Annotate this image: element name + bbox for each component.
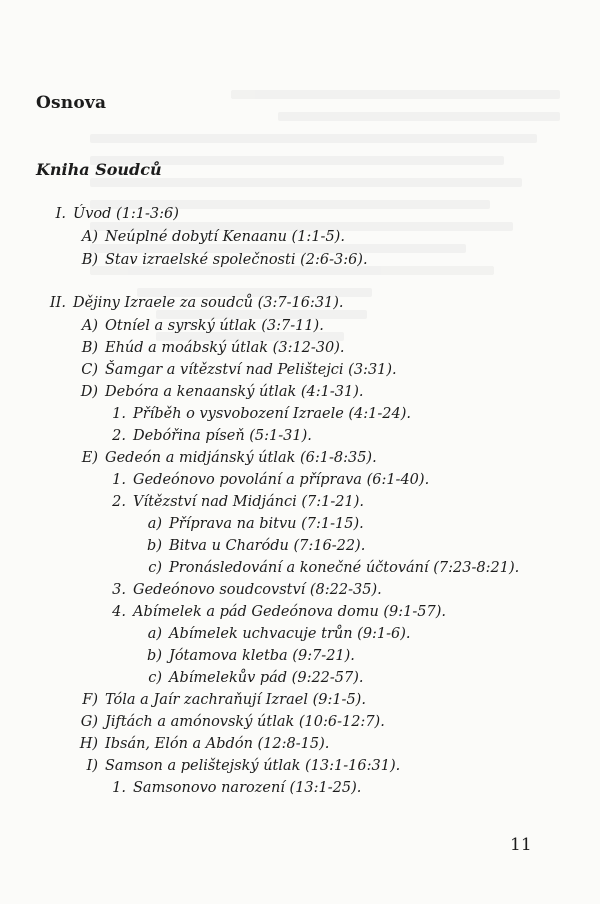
outline-marker: 4. xyxy=(112,604,126,620)
outline-item xyxy=(76,251,368,269)
outline-item xyxy=(76,735,329,753)
outline-marker: H) xyxy=(79,736,98,752)
page-heading: Osnova xyxy=(36,93,107,113)
outline-marker: D) xyxy=(80,384,98,400)
outline-text: Bitva u Charódu (7:16-22). xyxy=(169,538,366,554)
outline-text: Stav izraelské společnosti (2:6-3:6). xyxy=(105,252,368,268)
outline-text: Vítězství nad Midjánci (7:1-21). xyxy=(133,494,364,510)
outline-item xyxy=(76,713,385,731)
outline-marker: B) xyxy=(81,340,98,356)
book-title: Kniha Soudců xyxy=(36,160,162,179)
outline-item xyxy=(110,493,364,511)
outline-marker: 3. xyxy=(112,582,126,598)
outline-item xyxy=(76,691,366,709)
outline-item xyxy=(76,339,345,357)
outline-text: Abímelek uchvacuje trůn (9:1-6). xyxy=(169,626,411,642)
outline-marker: C) xyxy=(81,362,98,378)
outline-marker: B) xyxy=(81,252,98,268)
outline-item xyxy=(48,205,179,223)
outline-item xyxy=(146,559,519,577)
outline-marker: 2. xyxy=(112,428,126,444)
outline-marker: b) xyxy=(147,538,162,554)
outline-text: Gedeón a midjánský útlak (6:1-8:35). xyxy=(105,450,377,466)
outline-marker: c) xyxy=(148,560,162,576)
outline-text: Abímelekův pád (9:22-57). xyxy=(169,670,364,686)
outline-item xyxy=(76,361,397,379)
outline-marker: 1. xyxy=(112,406,126,422)
outline-item xyxy=(146,537,365,555)
outline-text: Samsonovo narození (13:1-25). xyxy=(133,780,362,796)
outline-text: Úvod (1:1-3:6) xyxy=(73,206,179,222)
outline-item xyxy=(146,515,364,533)
outline-item xyxy=(110,581,382,599)
outline-text: Debóra a kenaanský útlak (4:1-31). xyxy=(105,384,364,400)
outline-text: Ibsán, Elón a Abdón (12:8-15). xyxy=(105,736,330,752)
outline-marker: I. xyxy=(55,206,66,222)
outline-text: Příběh o vysvobození Izraele (4:1-24). xyxy=(133,406,411,422)
outline-text: Jiftách a amónovský útlak (10:6-12:7). xyxy=(105,714,385,730)
outline-text: Neúplné dobytí Kenaanu (1:1-5). xyxy=(105,229,345,245)
outline-text: Otníel a syrský útlak (3:7-11). xyxy=(105,318,324,334)
outline-item xyxy=(110,779,361,797)
outline-text: Jótamova kletba (9:7-21). xyxy=(169,648,355,664)
outline-item xyxy=(76,449,377,467)
outline-text: Debóřina píseň (5:1-31). xyxy=(133,428,312,444)
outline-marker: I) xyxy=(86,758,98,774)
outline-text: Samson a pelištejský útlak (13:1-16:31). xyxy=(105,758,401,774)
page-number: 11 xyxy=(510,835,532,855)
outline-item xyxy=(76,228,345,246)
outline-marker: F) xyxy=(82,692,98,708)
outline-text: Ehúd a moábský útlak (3:12-30). xyxy=(105,340,345,356)
outline-item xyxy=(76,757,400,775)
outline-text: Šamgar a vítězství nad Pelištejci (3:31). xyxy=(105,362,397,378)
outline-item xyxy=(48,294,344,312)
outline-item xyxy=(146,647,355,665)
outline-item xyxy=(146,669,364,687)
outline-marker: A) xyxy=(81,229,98,245)
outline-text: Gedeónovo soudcovství (8:22-35). xyxy=(133,582,382,598)
outline-marker: 1. xyxy=(112,472,126,488)
outline-item xyxy=(110,471,429,489)
outline-text: Dějiny Izraele za soudců (3:7-16:31). xyxy=(73,295,344,311)
outline-item xyxy=(146,625,411,643)
outline-text: Abímelek a pád Gedeónova domu (9:1-57). xyxy=(133,604,446,620)
outline-item xyxy=(76,317,324,335)
outline-marker: 2. xyxy=(112,494,126,510)
outline-marker: c) xyxy=(148,670,162,686)
outline-text: Tóla a Jaír zachraňují Izrael (9:1-5). xyxy=(105,692,366,708)
outline-text: Gedeónovo povolání a příprava (6:1-40). xyxy=(133,472,430,488)
outline-marker: G) xyxy=(80,714,98,730)
outline-text: Pronásledování a konečné účtování (7:23-8:21). xyxy=(169,560,520,576)
outline-marker: a) xyxy=(147,516,162,532)
outline-marker: A) xyxy=(81,318,98,334)
outline-marker: 1. xyxy=(112,780,126,796)
outline-marker: II. xyxy=(49,295,66,311)
outline-item xyxy=(110,427,312,445)
outline-item xyxy=(110,603,446,621)
outline-marker: a) xyxy=(147,626,162,642)
outline-item xyxy=(110,405,411,423)
outline-item xyxy=(76,383,363,401)
outline-marker: b) xyxy=(147,648,162,664)
outline-text: Příprava na bitvu (7:1-15). xyxy=(169,516,364,532)
outline-marker: E) xyxy=(81,450,98,466)
